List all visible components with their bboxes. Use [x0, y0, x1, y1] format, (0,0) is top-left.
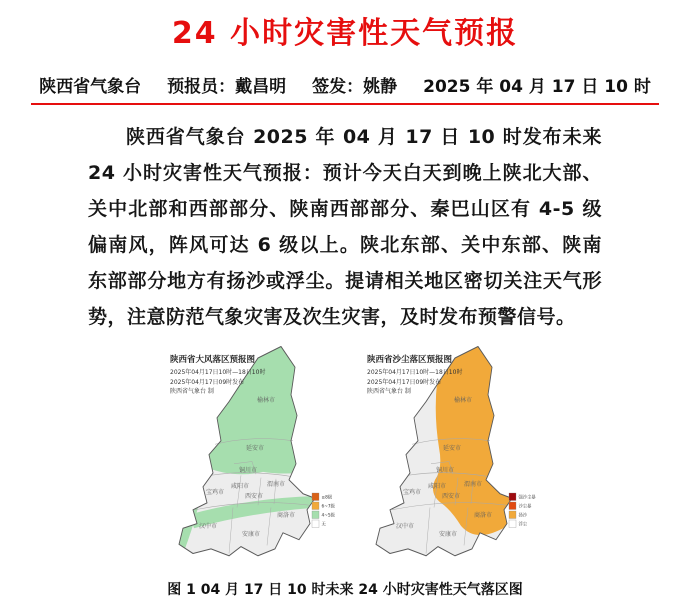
city-label-tongchuan: 铜川市: [238, 467, 258, 474]
figure-caption: 图 1 04 月 17 日 10 时未来 24 小时灾害性天气落区图: [167, 582, 523, 598]
meta-datetime: 2025 年 04 月 17 日 10 时: [423, 77, 651, 97]
wind-area-overlay-north: [148, 343, 345, 474]
city-label-xianyang: 咸阳市: [230, 483, 250, 490]
dust-map-svg: [345, 343, 542, 575]
city-label-xian: 西安市: [441, 493, 461, 500]
legend-label: 6~7级: [321, 504, 335, 510]
city-label-ankang: 安康市: [438, 531, 458, 538]
dust-map-valid-period: 2025年04月17日10时—18日10时: [367, 369, 463, 376]
city-label-xian: 西安市: [244, 493, 264, 500]
city-label-ankang: 安康市: [241, 531, 261, 538]
city-label-weinan: 渭南市: [266, 481, 286, 488]
legend-label: 沙尘暴: [518, 504, 532, 510]
legend-swatch: [509, 493, 516, 501]
city-label-xianyang: 咸阳市: [427, 483, 447, 490]
meta-line: [31, 72, 659, 105]
city-label-baoji: 宝鸡市: [205, 489, 225, 496]
legend-swatch: [509, 502, 516, 510]
dust-map-title: 陕西省沙尘落区预报图: [367, 355, 453, 365]
dust-map-issued-time: 2025年04月17日09时发布: [367, 378, 442, 386]
city-label-yulin: 榆林市: [453, 397, 473, 404]
legend-swatch: [312, 511, 319, 519]
legend-label: 4~5级: [321, 513, 335, 519]
city-label-yanan: 延安市: [245, 445, 265, 452]
wind-map-legend: [312, 493, 336, 528]
legend-label: 无: [321, 522, 326, 528]
legend-label: ≥8级: [321, 495, 333, 501]
wind-map-issued-time: 2025年04月17日09时发布: [170, 378, 245, 386]
city-label-shangluo: 商洛市: [276, 512, 296, 519]
meta-forecaster: 预报员：戴昌明: [167, 77, 287, 97]
city-label-weinan: 渭南市: [463, 481, 483, 488]
city-label-yanan: 延安市: [442, 445, 462, 452]
legend-swatch: [509, 511, 516, 519]
wind-map-valid-period: 2025年04月17日10时—18日10时: [170, 369, 266, 376]
city-label-baoji: 宝鸡市: [402, 489, 422, 496]
forecast-paragraph: 陕西省气象台 2025 年 04 月 17 日 10 时发布未来 24 小时灾害性天气预报：预计今天白天到晚上陕北大部、关中北部和西部部分、陕南西部部分、秦巴山区有 4-5 级偏南风，阵风可达 6 级以上。陕北东部、关中东部、陕南东部部分地方有扬沙或浮尘。提请相关地区密切关注天气形势，注意防范气象灾害及次生灾害，及时发布预警信号。: [88, 126, 602, 328]
dust-map-legend: [509, 493, 536, 528]
city-label-hanzhong: 汉中市: [198, 523, 218, 530]
legend-swatch: [312, 493, 319, 501]
city-label-hanzhong: 汉中市: [395, 523, 415, 530]
wind-map-title: 陕西省大风落区预报图: [170, 355, 256, 365]
city-label-shangluo: 商洛市: [473, 512, 493, 519]
page-title: 24 小时灾害性天气预报: [171, 16, 519, 51]
wind-map-svg: [148, 343, 345, 575]
maps-row: [0, 343, 690, 575]
city-label-tongchuan: 铜川市: [435, 467, 455, 474]
meta-station: 陕西省气象台: [39, 77, 142, 97]
legend-swatch: [312, 502, 319, 510]
dust-map-figure: [345, 343, 542, 575]
wind-map-maker: 陕西省气象台 制: [170, 388, 214, 395]
meta-issuer: 签发：姚静: [312, 77, 398, 97]
legend-label: 强沙尘暴: [518, 495, 536, 501]
legend-swatch: [509, 520, 516, 528]
city-label-yulin: 榆林市: [256, 397, 276, 404]
legend-swatch: [312, 520, 319, 528]
legend-label: 扬沙: [518, 513, 528, 519]
legend-label: 浮尘: [518, 522, 528, 528]
dust-map-maker: 陕西省气象台 制: [367, 388, 411, 395]
wind-map-figure: [148, 343, 345, 575]
